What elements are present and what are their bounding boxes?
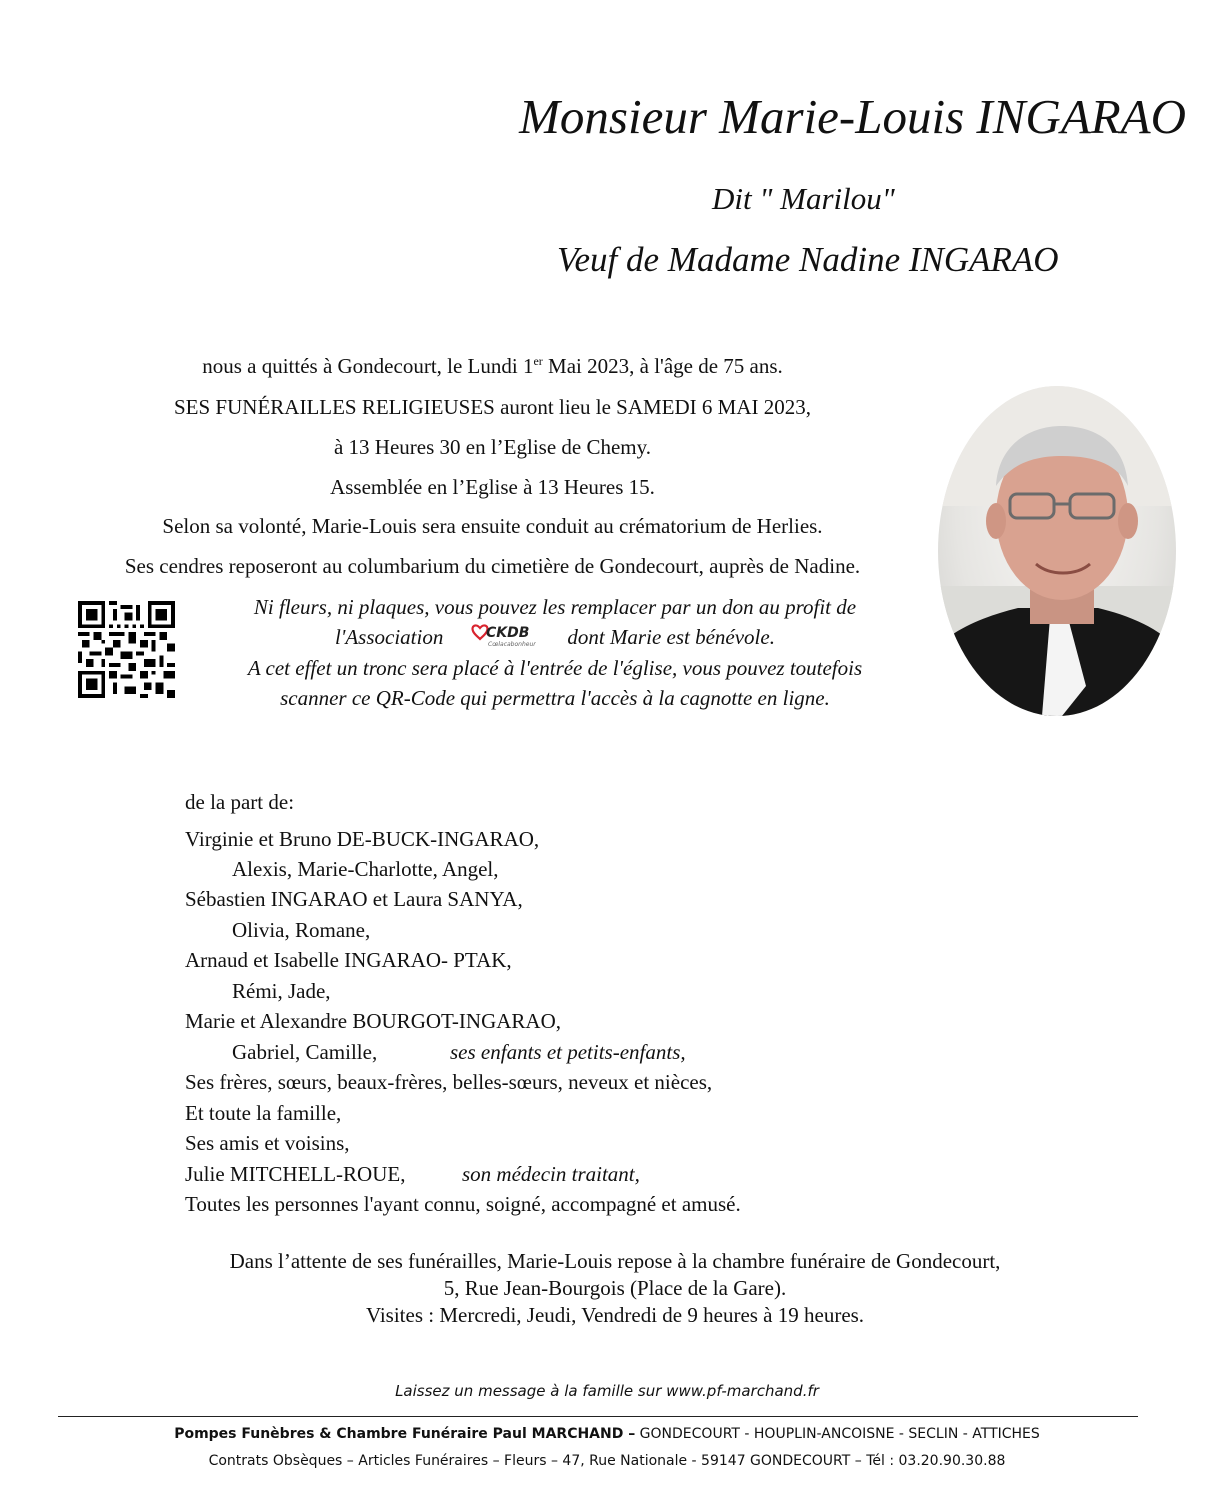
announcement-line-6: Ses cendres reposeront au columbarium du cimetière de Gondecourt, auprès de Nadine. (124, 554, 861, 578)
family-line: Et toute la famille, (185, 1101, 342, 1125)
repose-line-2: 5, Rue Jean-Bourgois (Place de la Gare). (443, 1276, 787, 1300)
deceased-name: Monsieur Marie-Louis INGARAO (519, 89, 1186, 144)
repose-line-1: Dans l’attente de ses funérailles, Marie-Louis repose à la chambre funéraire de Gondecourt, (229, 1249, 1001, 1273)
widow-line: Veuf de Madame Nadine INGARAO (557, 240, 1059, 279)
message-link[interactable]: Laissez un message à la famille sur www.pf-marchand.fr (395, 1382, 819, 1400)
announcement-line-4: Assemblée en l’Eglise à 13 Heures 15. (330, 475, 655, 499)
announcement-line-2: SES FUNÉRAILLES RELIGIEUSES auront lieu le SAMEDI 6 MAI 2023, (174, 395, 811, 419)
announcement-line-1: nous a quittés à Gondecourt, le Lundi 1er Mai 2023, à l'âge de 75 ans. (202, 354, 783, 378)
family-line: Toutes les personnes l'ayant connu, soigné, accompagné et amusé. (185, 1192, 741, 1216)
portrait-photo (938, 386, 1176, 716)
family-line: Sébastien INGARAO et Laura SANYA, (185, 887, 523, 911)
family-line: Virginie et Bruno DE-BUCK-INGARAO, (185, 827, 540, 851)
family-line: Ses frères, sœurs, beaux-frères, belles-sœurs, neveux et nièces, (185, 1070, 713, 1094)
family-line: Gabriel, Camille, (232, 1040, 378, 1064)
donation-line-1: Ni fleurs, ni plaques, vous pouvez les remplacer par un don au profit de (253, 595, 857, 619)
repose-line-3: Visites : Mercredi, Jeudi, Vendredi de 9 heures à 19 heures. (365, 1303, 865, 1327)
announcement-line-5: Selon sa volonté, Marie-Louis sera ensuite conduit au crématorium de Herlies. (162, 514, 823, 538)
family-line: Julie MITCHELL-ROUE, (185, 1162, 406, 1186)
footer-line-1 (0, 1426, 1214, 1442)
footer-divider (58, 1416, 1138, 1417)
donation-line-2: l'Association CKDB Cœlacabonheur dont Marie est bénévole. (205, 625, 905, 652)
family-line: Rémi, Jade, (232, 979, 331, 1003)
company-towns: GONDECOURT - HOUPLIN-ANCOISNE - SECLIN - ATTICHES (635, 1426, 1040, 1442)
family-intro: de la part de: (185, 790, 295, 814)
family-note: ses enfants et petits-enfants, (450, 1040, 686, 1064)
donation-line-3: A cet effet un tronc sera placé à l'entrée de l'église, vous pouvez toutefois (247, 656, 863, 680)
family-line: Ses amis et voisins, (185, 1131, 350, 1155)
announcement-line-3: à 13 Heures 30 en l’Eglise de Chemy. (333, 435, 652, 459)
family-line: Arnaud et Isabelle INGARAO- PTAK, (185, 948, 512, 972)
ckdb-logo (471, 622, 539, 648)
company-name: Pompes Funèbres & Chambre Funéraire Paul MARCHAND – (174, 1426, 636, 1442)
logo-text: CKDB (486, 625, 530, 642)
logo-subtext: Cœlacabonheur (488, 641, 537, 649)
footer-line-2: Contrats Obsèques – Articles Funéraires – Fleurs – 47, Rue Nationale - 59147 GONDECOURT – Tél : 03.20.90.30.88 (208, 1453, 1006, 1469)
family-note: son médecin traitant, (462, 1162, 640, 1186)
qr-code-icon[interactable] (78, 601, 175, 698)
family-line: Marie et Alexandre BOURGOT-INGARAO, (185, 1009, 561, 1033)
nickname: Dit " Marilou" (712, 181, 895, 216)
donation-line-4: scanner ce QR-Code qui permettra l'accès à la cagnotte en ligne. (280, 686, 830, 710)
family-line: Olivia, Romane, (232, 918, 371, 942)
family-line: Alexis, Marie-Charlotte, Angel, (232, 857, 499, 881)
